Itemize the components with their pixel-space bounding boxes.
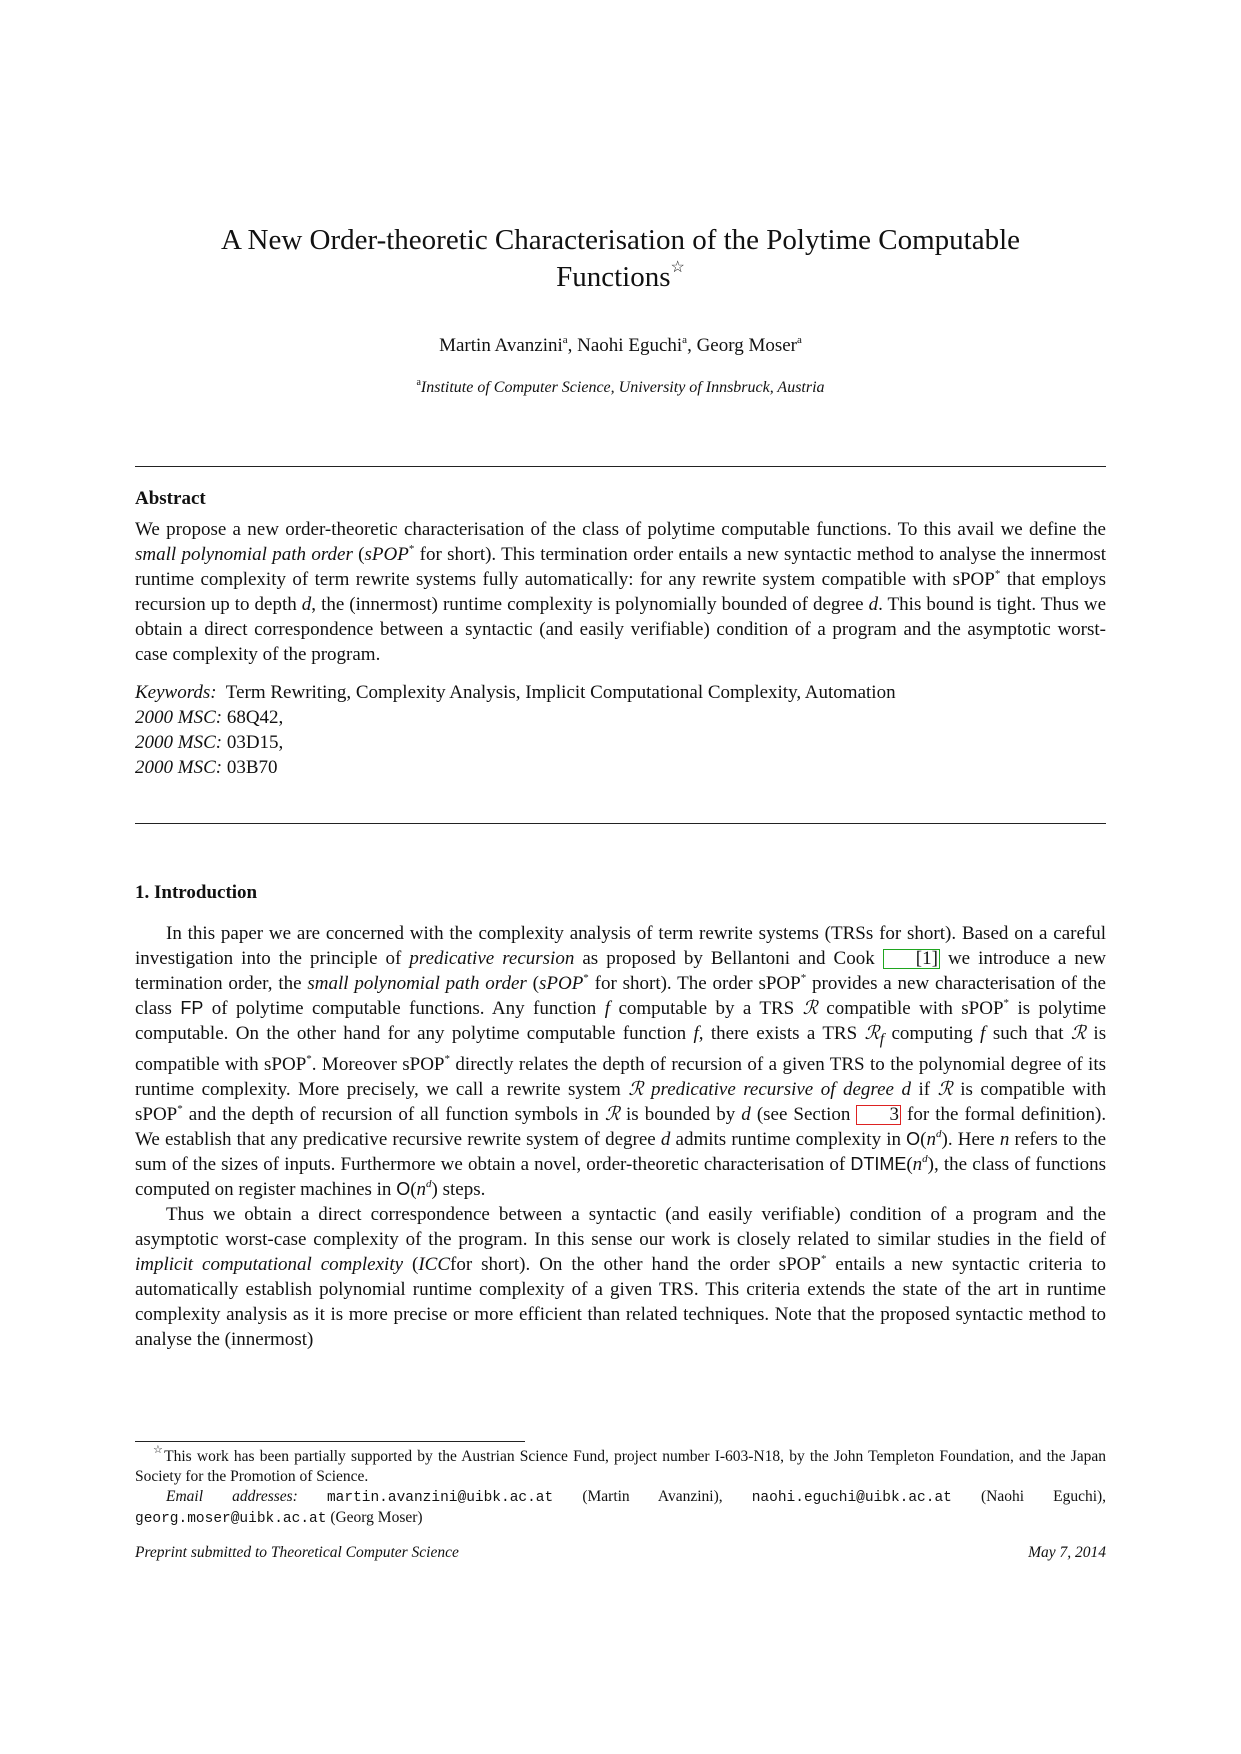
email-footnote: Email addresses: martin.avanzini@uibk.ac.at (Martin Avanzini), naohi.eguchi@uibk.ac.at (Naohi Eguchi), georg.moser@uibk.ac.at (Georg Moser)	[135, 1488, 1107, 1527]
email-link[interactable]: naohi.eguchi@uibk.ac.at	[751, 1490, 952, 1506]
author-name: Naohi Eguchi	[577, 335, 683, 356]
paper-title	[130, 222, 1111, 296]
introduction-section	[135, 880, 1106, 1352]
affil-sup: a	[562, 334, 568, 346]
abstract-heading: Abstract	[135, 488, 206, 509]
title-footnote-mark[interactable]: ☆	[670, 259, 685, 276]
keywords-label: Keywords:	[135, 682, 217, 703]
affil-sup: a	[682, 334, 688, 346]
msc-code: 68Q42,	[226, 707, 284, 728]
footer-journal: Preprint submitted to Theoretical Computer Science	[135, 1544, 459, 1561]
abstract-bottom-rule	[135, 823, 1106, 824]
page-footer	[135, 1543, 1106, 1563]
author-name: Georg Moser	[696, 335, 797, 356]
keywords-value: Term Rewriting, Complexity Analysis, Implicit Computational Complexity, Automation	[225, 682, 896, 703]
section-heading: 1. Introduction	[135, 882, 258, 903]
footer-date: May 7, 2014	[1028, 1544, 1106, 1561]
footnote-rule	[135, 1441, 525, 1442]
email-link[interactable]: georg.moser@uibk.ac.at	[135, 1511, 327, 1527]
citation-link[interactable]: [1]	[883, 949, 940, 969]
affiliation	[130, 378, 1111, 398]
affiliation-text: Institute of Computer Science, University of Innsbruck, Austria	[420, 379, 825, 396]
intro-paragraph-2: Thus we obtain a direct correspondence between a syntactic (and easily verifiable) condition of a program and the asymptotic worst-case complexity of the program. In this sense our work is closely related to similar studies in the field of implicit computational complexity (ICCfor short). On the other hand the order sPOP* entails a new syntactic criteria to automatically establish polynomial runtime complexity of a given TRS. This criteria extends the state of the art in runtime complexity analysis as it is more precise or more efficient than related techniques. Note that the proposed syntactic method to analyse the (innermost)	[135, 1203, 1107, 1350]
affil-sup: a	[797, 334, 802, 346]
keywords-block: Keywords: Term Rewriting, Complexity Analysis, Implicit Computational Complexity, Automation 2000 MSC: 68Q42, 2000 MSC: 03D15, 2000 MSC: 03B70	[135, 682, 896, 778]
title-line-1: A New Order-theoretic Characterisation of the Polytime Computable	[220, 224, 1021, 256]
abstract-block	[135, 486, 1106, 780]
author-name: Martin Avanzini	[439, 335, 563, 356]
msc-code: 03D15,	[226, 732, 284, 753]
email-link[interactable]: martin.avanzini@uibk.ac.at	[326, 1490, 554, 1506]
section-ref-link[interactable]: 3	[856, 1105, 901, 1125]
msc-code: 03B70	[226, 757, 278, 778]
title-line-2: Functions	[556, 261, 671, 293]
author-list: Martin Avanzini$^a$, Naohi Eguchi$^a$, Georg Moser$^a$	[439, 334, 802, 356]
abstract-top-rule	[135, 466, 1106, 467]
intro-paragraph-1: In this paper we are concerned with the complexity analysis of term rewrite systems (TRSs for short). Based on a careful investigation into the principle of predicative recursion as proposed by Bellantoni and Cook [1] we introduce a new termination order, the small polynomial path order (sPOP* for short). The order sPOP* provides a new characterisation of the class FP of polytime computable functions. Any function f computable by a TRS ℛ compatible with sPOP* is polytime computable. On the other hand for any polytime computable function f, there exists a TRS ℛ$_f$ computing f such that ℛ is compatible with sPOP*. Moreover sPOP* directly relates the depth of recursion of a given TRS to the polynomial degree of its runtime complexity. More precisely, we call a rewrite system ℛ predicative recursive of degree d if ℛ is compatible with sPOP* and the depth of recursion of all function symbols in ℛ is bounded by d (see Section 3 for the formal definition). We establish that any predicative recursive rewrite system of degree d admits runtime complexity in $O(n^d)$. Here n refers to the sum of the sizes of inputs. Furthermore we obtain a novel, order-theoretic characterisation of $DTIME(n^d)$, the class of functions computed on register machines in $O(n^d)$ steps.	[135, 923, 1107, 1200]
abstract-text: We propose a new order-theoretic characterisation of the class of polytime computable functions. To this avail we define the small polynomial path order (sPOP* for short). This termination order entails a new syntactic method to analyse the innermost runtime complexity of term rewrite systems fully automatically: for any rewrite system compatible with sPOP* that employs recursion up to depth d, the (innermost) runtime complexity is polynomially bounded of degree d. This bound is tight. Thus we obtain a direct correspondence between a syntactic (and easily verifiable) condition of a program and the asymptotic worst-case complexity of the program.	[135, 519, 1107, 665]
footnotes	[135, 1444, 1107, 1529]
funding-footnote: ☆This work has been partially supported by the Austrian Science Fund, project number I-603-N18, by the John Templeton Foundation, and the Japan Society for the Promotion of Science.	[135, 1444, 1106, 1485]
affil-sup: a	[416, 377, 421, 388]
